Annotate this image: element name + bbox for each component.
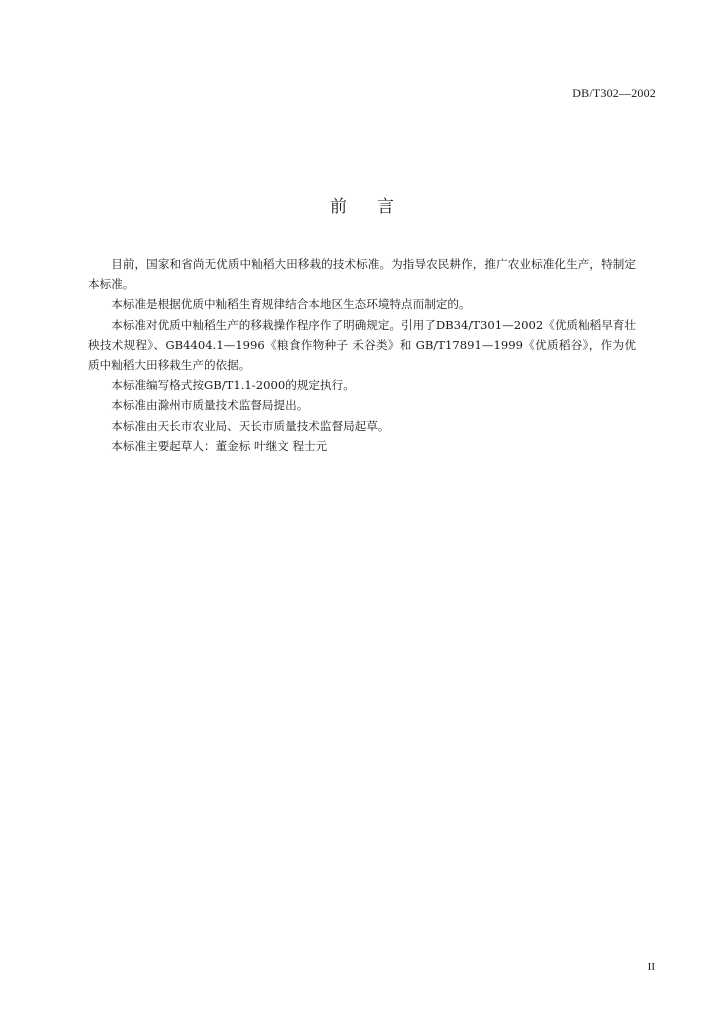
foreword-body [88, 254, 636, 456]
paragraph-references: 本标准对优质中籼稻生产的移栽操作程序作了明确规定。引用了DB34/T301—2002《优质籼稻早育壮秧技术规程》、GB4404.1—1996《粮食作物种子 禾谷类》和 GB/T17891—1999《优质稻谷》，作为优质中籼稻大田移栽生产的依据。 [88, 317, 636, 373]
paragraph-proposer: 本标准由滁州市质量技术监督局提出。 [111, 398, 309, 413]
page-title: 前言 [330, 197, 424, 217]
paragraph-purpose: 目前，国家和省尚无优质中籼稻大田移栽的技术标准。为指导农民耕作，推广农业标准化生产，特制定本标准。 [88, 257, 636, 292]
paragraph-basis: 本标准是根据优质中籼稻生育规律结合本地区生态环境特点而制定的。 [111, 297, 471, 312]
paragraph-format: 本标准编写格式按GB/T1.1-2000的规定执行。 [111, 378, 355, 393]
page-number: II [647, 961, 655, 973]
paragraph-drafters: 本标准主要起草人：董金标 叶继文 程士元 [111, 438, 328, 453]
standard-code: DB/T302—2002 [572, 86, 656, 100]
paragraph-drafting-units: 本标准由天长市农业局、天长市质量技术监督局起草。 [111, 418, 390, 433]
